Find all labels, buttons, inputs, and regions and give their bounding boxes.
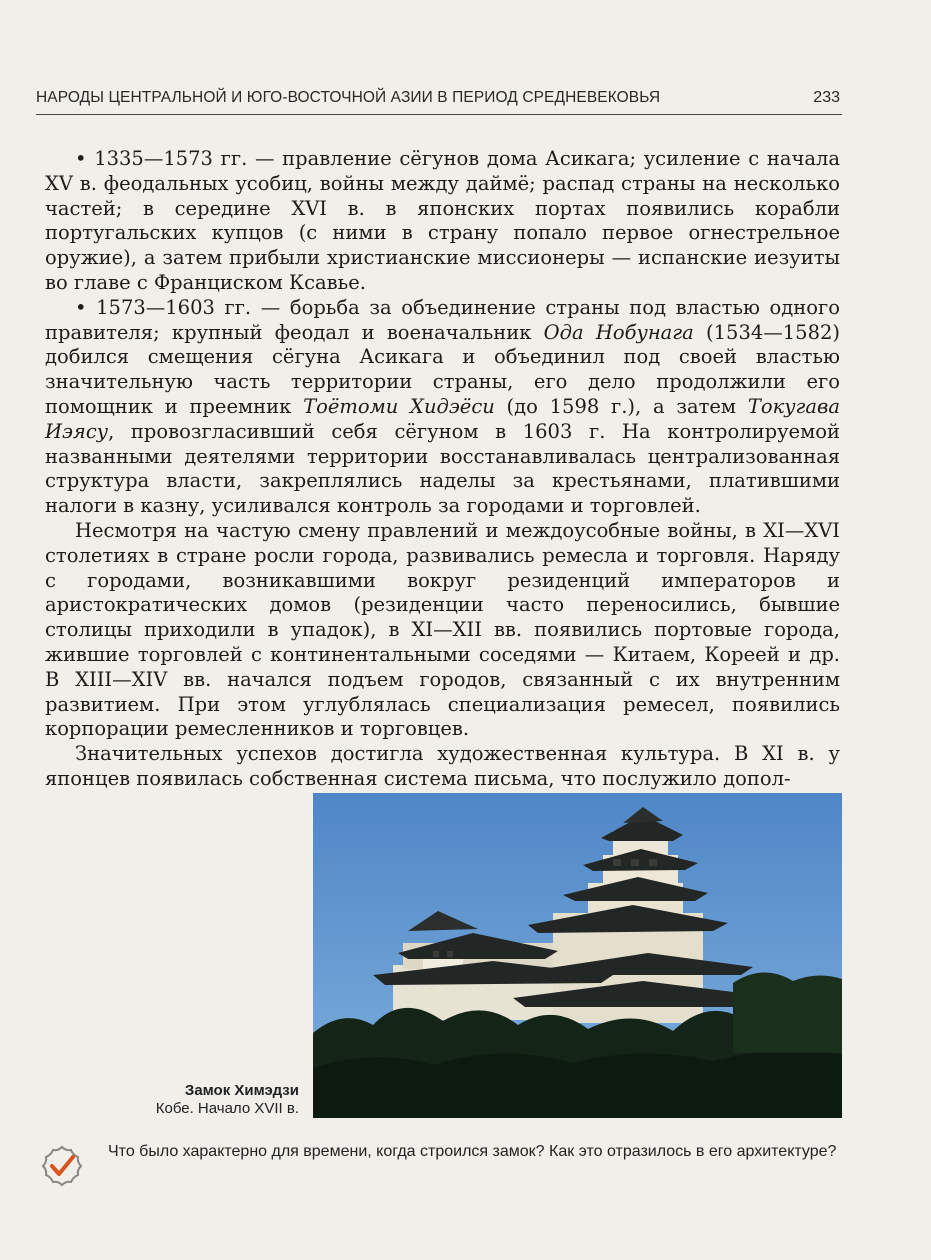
caption-subtitle: Кобе. Начало XVII в. <box>155 1100 299 1117</box>
person-name: Тоётоми Хидэёси <box>303 394 495 418</box>
running-header <box>36 86 842 115</box>
paragraph-1: • 1335—1573 гг. — правление сёгунов дома Асикага; усиление с начала XV в. феодальных усобиц, войны между даймё; распад страны на несколько частей; в середине XVI в. в японских портах появились корабли португальских купцов (с ними в страну попало первое огнестрельное оружие), а затем прибыли христианские миссионеры — испанские иезуиты во главе с Франциском Ксавье. <box>45 147 840 294</box>
castle-photo <box>313 793 842 1118</box>
date-range: 1335—1573 <box>94 147 213 170</box>
caption-title: Замок Химэдзи <box>184 1082 299 1099</box>
bullet: • <box>75 147 87 170</box>
paragraph-2: • 1573—1603 гг. — борьба за объединение страны под властью одного правителя; крупный феодал и военачальник Ода Нобунага (1534—1582) добился смещения сёгуна Асикага и объединил под своей властью значительную часть территории страны, его дело продолжили его помощник и преемник Тоётоми Хидэёси (до 1598 г.), а затем Токугава Иэясу, провозгласивший себя сёгуном в 1603 г. На контролируемой названными деятелями территории восстанавливалась централизованная структура власти, закреплялись наделы за крестьянами, платившими налоги в казну, усиливался контроль за городами и торговлей. <box>45 295 840 518</box>
figure-caption <box>100 1082 299 1118</box>
page-number: 233 <box>813 89 840 106</box>
date-range: 1573—1603 <box>96 295 215 319</box>
checkmark-question-icon <box>40 1144 84 1188</box>
bullet: • <box>75 295 87 319</box>
person-name: Токугава Иэясу <box>45 394 840 443</box>
paragraph-4: Значительных успехов достигла художественная культура. В XI в. у японцев появилась собственная система письма, что послужило допол- <box>45 742 840 790</box>
right-trees <box>733 972 842 1053</box>
paragraph-3: Несмотря на частую смену правлений и междоусобные войны, в XI—XVI столетиях в стране росли города, развивались ремесла и торговля. Наряду с городами, возникавшими вокруг резиденций императоров и аристократических домов (резиденции часто переносились, бывшие столицы приходили в упадок), в XI—XII вв. появились портовые города, жившие торговлей с континентальными соседями — Китаем, Кореей и др. В XIII—XIV вв. начался подъем городов, связанный с их внутренним развитием. При этом углублялась специализация ремесел, появились корпорации ремесленников и торговцев. <box>45 518 840 741</box>
himeji-castle-illustration <box>313 793 842 1118</box>
body-text <box>45 147 840 792</box>
person-name: Ода Нобунага <box>543 320 694 344</box>
chapter-title: НАРОДЫ ЦЕНТРАЛЬНОЙ И ЮГО-ВОСТОЧНОЙ АЗИИ В ПЕРИОД СРЕДНЕВЕКОВЬЯ <box>36 89 661 106</box>
review-question: Что было характерно для времени, когда строился замок? Как это отразилось в его архитектуре? <box>108 1143 837 1160</box>
